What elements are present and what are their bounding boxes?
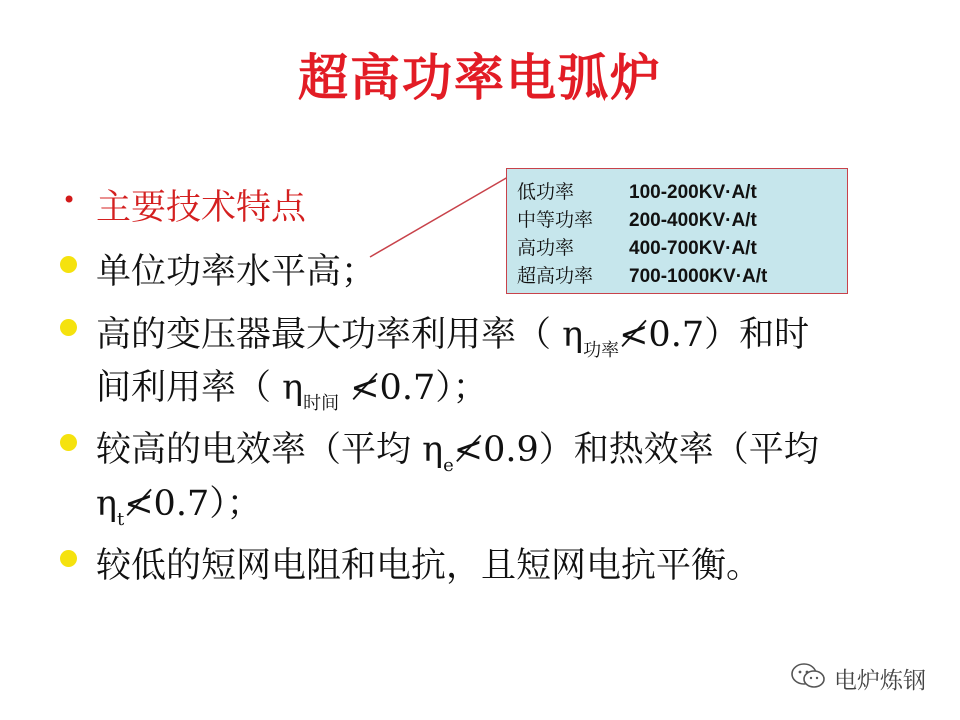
item-text-part: 较高的电效率（平均 η xyxy=(96,430,444,470)
subscript: 功率 xyxy=(583,340,620,361)
item-text-part: η xyxy=(96,484,117,524)
item-text: 较低的短网电阻和电抗，且短网电抗平衡。 xyxy=(96,546,762,586)
power-level-callout xyxy=(506,168,848,294)
item-text xyxy=(96,476,262,530)
power-value: 400-700KV·A/t xyxy=(629,238,757,259)
watermark-text: 电炉炼钢 xyxy=(834,668,926,694)
wechat-icon xyxy=(790,662,826,690)
yellow-bullet-icon xyxy=(60,319,77,336)
yellow-bullet-icon xyxy=(60,434,77,451)
item-text-part: ≮0.7）； xyxy=(339,368,488,408)
subscript: t xyxy=(116,509,125,530)
power-label: 低功率 xyxy=(517,181,575,203)
slide-title: 超高功率电弧炉 xyxy=(298,49,662,107)
yellow-bullet-icon xyxy=(60,550,77,567)
subscript: e xyxy=(443,455,454,476)
item-text xyxy=(96,422,819,476)
item-text: 单位功率水平高； xyxy=(96,252,377,292)
power-row xyxy=(517,261,767,288)
power-value: 700-1000KV·A/t xyxy=(629,266,768,287)
power-value: 200-400KV·A/t xyxy=(629,210,757,231)
power-row xyxy=(517,205,757,232)
item-text-part: 高的变压器最大功率利用率（ η xyxy=(96,315,584,355)
power-label: 中等功率 xyxy=(517,209,594,231)
yellow-bullet-icon xyxy=(60,256,77,273)
power-row xyxy=(517,233,757,260)
item-text xyxy=(96,360,488,415)
power-label: 超高功率 xyxy=(517,265,594,287)
bullet-icon: • xyxy=(62,186,77,214)
heading-text: 主要技术特点 xyxy=(96,188,307,228)
power-value: 100-200KV·A/t xyxy=(629,182,757,203)
item-text-part: ≮0.7）和时 xyxy=(619,315,810,355)
subscript: 时间 xyxy=(303,393,340,414)
power-row xyxy=(517,177,757,204)
watermark-logo xyxy=(790,660,940,692)
item-text-part: ≮0.7）； xyxy=(124,484,262,524)
item-text-part: 间利用率（ η xyxy=(96,368,304,408)
item-text-part: ≮0.9）和热效率（平均 xyxy=(453,430,819,470)
power-label: 高功率 xyxy=(517,237,575,259)
item-text xyxy=(96,307,809,362)
